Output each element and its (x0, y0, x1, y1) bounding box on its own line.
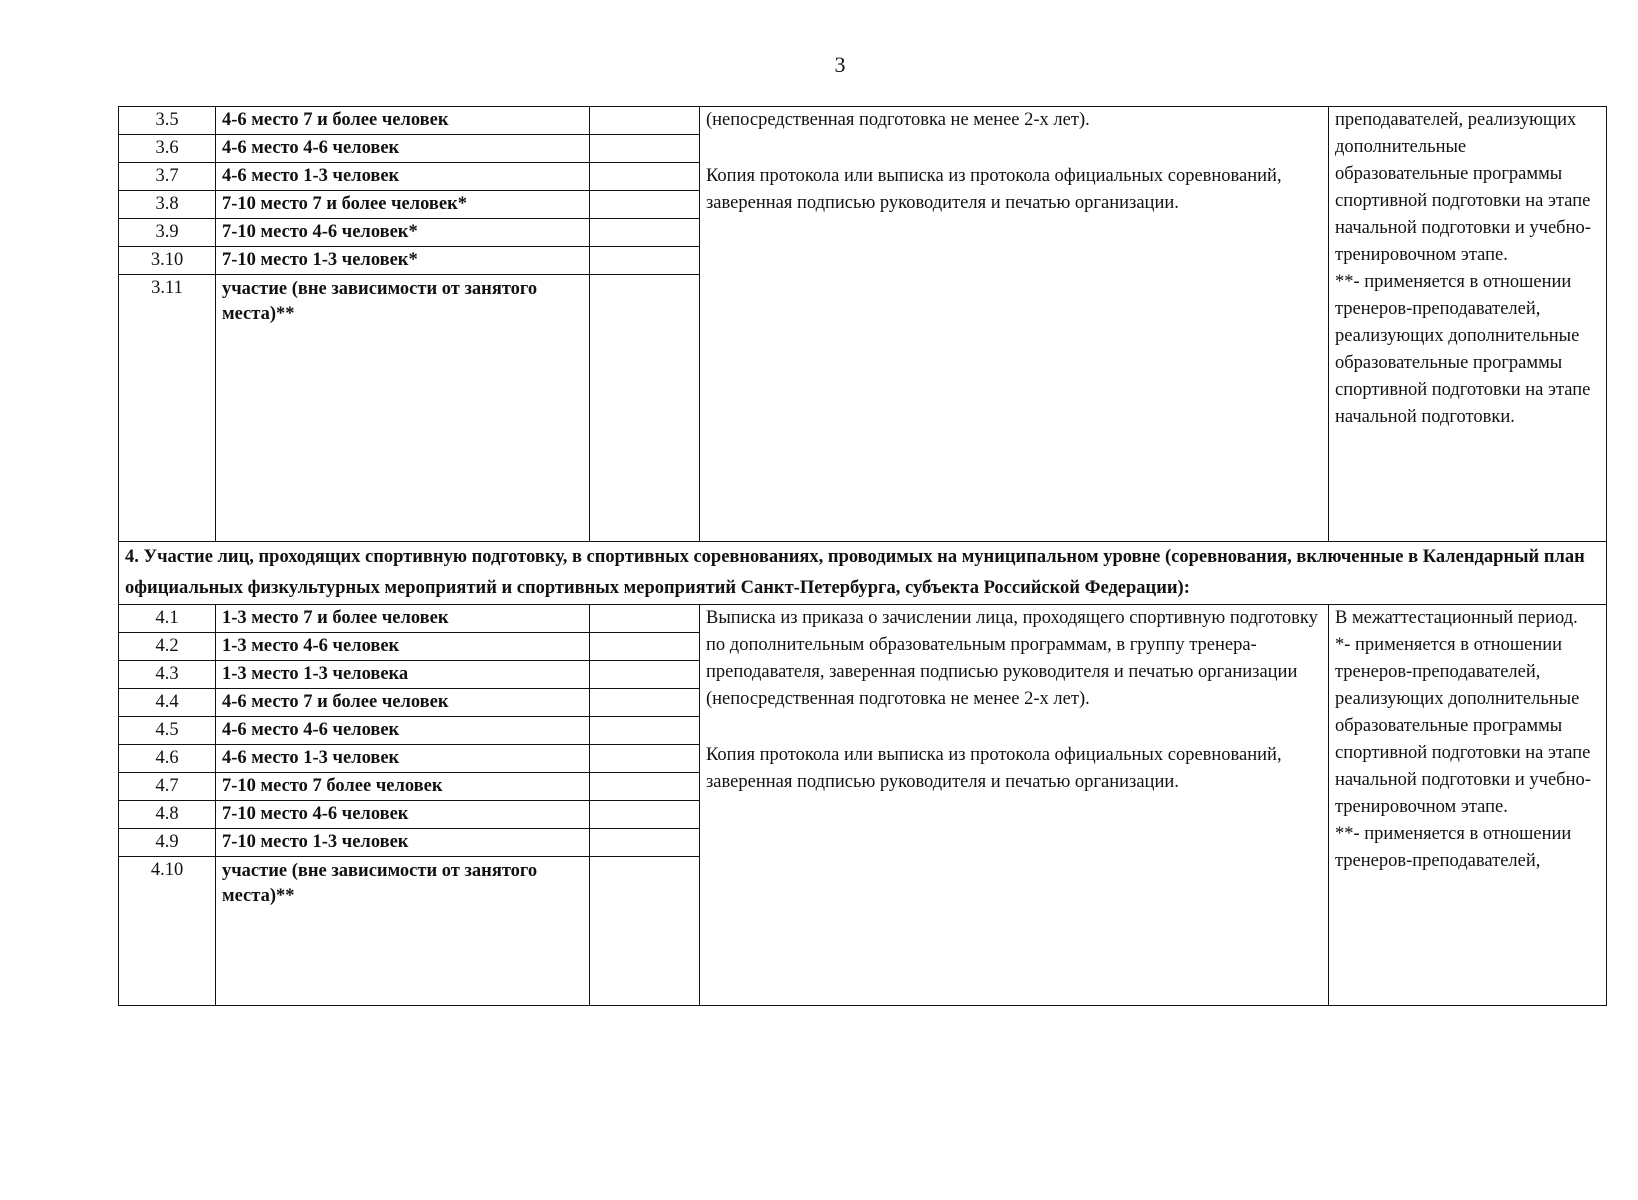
points-cell (590, 717, 700, 745)
documents-cell (700, 107, 1329, 542)
criterion-cell: 7-10 место 7 более человек (216, 773, 590, 801)
points-cell (590, 247, 700, 275)
criterion-cell: 7-10 место 4-6 человек* (216, 219, 590, 247)
section-heading-row (119, 542, 1607, 605)
points-cell (590, 661, 700, 689)
points-cell (590, 773, 700, 801)
row-number: 3.8 (119, 191, 216, 219)
points-cell (590, 829, 700, 857)
note-text: *- применяется в отношении тренеров-преподавателей, реализующих дополнительные образовательные программы спортивной подготовки на этапе начальной подготовки и учебно-тренировочном этапе. (1335, 635, 1591, 817)
table-row (119, 107, 1607, 135)
points-cell (590, 135, 700, 163)
row-number: 3.10 (119, 247, 216, 275)
points-cell (590, 745, 700, 773)
row-number: 4.7 (119, 773, 216, 801)
document-text: Копия протокола или выписка из протокола официальных соревнований, заверенная подписью руководителя и печатью организации. (706, 745, 1282, 792)
points-cell (590, 633, 700, 661)
note-text: **- применяется в отношении тренеров-преподавателей, реализующих дополнительные образовательные программы спортивной подготовки на этапе начальной подготовки. (1335, 272, 1591, 427)
points-cell (590, 191, 700, 219)
row-number: 3.5 (119, 107, 216, 135)
row-number: 3.6 (119, 135, 216, 163)
page-number: 3 (834, 52, 846, 77)
row-number: 4.1 (119, 605, 216, 633)
points-cell (590, 163, 700, 191)
row-number: 4.5 (119, 717, 216, 745)
criterion-cell: 4-6 место 7 и более человек (216, 689, 590, 717)
points-cell (590, 107, 700, 135)
row-number: 3.7 (119, 163, 216, 191)
points-cell (590, 605, 700, 633)
criterion-cell: 7-10 место 1-3 человек* (216, 247, 590, 275)
criterion-cell: участие (вне зависимости от занятого места)** (216, 857, 590, 1006)
criterion-cell: 7-10 место 1-3 человек (216, 829, 590, 857)
notes-cell (1329, 605, 1607, 1006)
row-number: 4.9 (119, 829, 216, 857)
documents-cell (700, 605, 1329, 1006)
row-number: 4.4 (119, 689, 216, 717)
row-number: 4.8 (119, 801, 216, 829)
points-cell (590, 275, 700, 542)
note-text: **- применяется в отношении тренеров-преподавателей, (1335, 824, 1572, 871)
criterion-cell: 4-6 место 4-6 человек (216, 717, 590, 745)
criterion-cell: участие (вне зависимости от занятого места)** (216, 275, 590, 542)
criterion-cell: 4-6 место 7 и более человек (216, 107, 590, 135)
notes-cell (1329, 107, 1607, 542)
document-text: Копия протокола или выписка из протокола официальных соревнований, заверенная подписью руководителя и печатью организации. (706, 166, 1282, 213)
criterion-cell: 1-3 место 1-3 человека (216, 661, 590, 689)
points-cell (590, 801, 700, 829)
row-number: 3.9 (119, 219, 216, 247)
row-number: 4.3 (119, 661, 216, 689)
row-number: 3.11 (119, 275, 216, 542)
section-heading: 4. Участие лиц, проходящих спортивную подготовку, в спортивных соревнованиях, проводимых на муниципальном уровне (соревнования, включенные в Календарный план официальных физкультурных мероприятий и спортивных мероприятий Санкт-Петербурга, субъекта Российской Федерации): (119, 542, 1607, 605)
points-cell (590, 857, 700, 1006)
note-text: преподавателей, реализующих дополнительные образовательные программы спортивной подготовки на этапе начальной подготовки и учебно-тренировочном этапе. (1335, 110, 1591, 265)
criterion-cell: 4-6 место 1-3 человек (216, 163, 590, 191)
document-text: (непосредственная подготовка не менее 2-х лет). (706, 110, 1090, 130)
criterion-cell: 7-10 место 4-6 человек (216, 801, 590, 829)
points-cell (590, 689, 700, 717)
row-number: 4.10 (119, 857, 216, 1006)
criterion-cell: 4-6 место 4-6 человек (216, 135, 590, 163)
criterion-cell: 7-10 место 7 и более человек* (216, 191, 590, 219)
row-number: 4.2 (119, 633, 216, 661)
row-number: 4.6 (119, 745, 216, 773)
criterion-cell: 1-3 место 4-6 человек (216, 633, 590, 661)
points-cell (590, 219, 700, 247)
criteria-table (118, 106, 1607, 1006)
note-text: В межаттестационный период. (1335, 608, 1578, 628)
criterion-cell: 1-3 место 7 и более человек (216, 605, 590, 633)
criterion-cell: 4-6 место 1-3 человек (216, 745, 590, 773)
document-text: Выписка из приказа о зачислении лица, проходящего спортивную подготовку по дополнительным образовательным программам, в группу тренера-преподавателя, заверенная подписью руководителя и печатью организации (непосредственная подготовка не менее 2-х лет). (706, 608, 1318, 709)
table-row (119, 605, 1607, 633)
